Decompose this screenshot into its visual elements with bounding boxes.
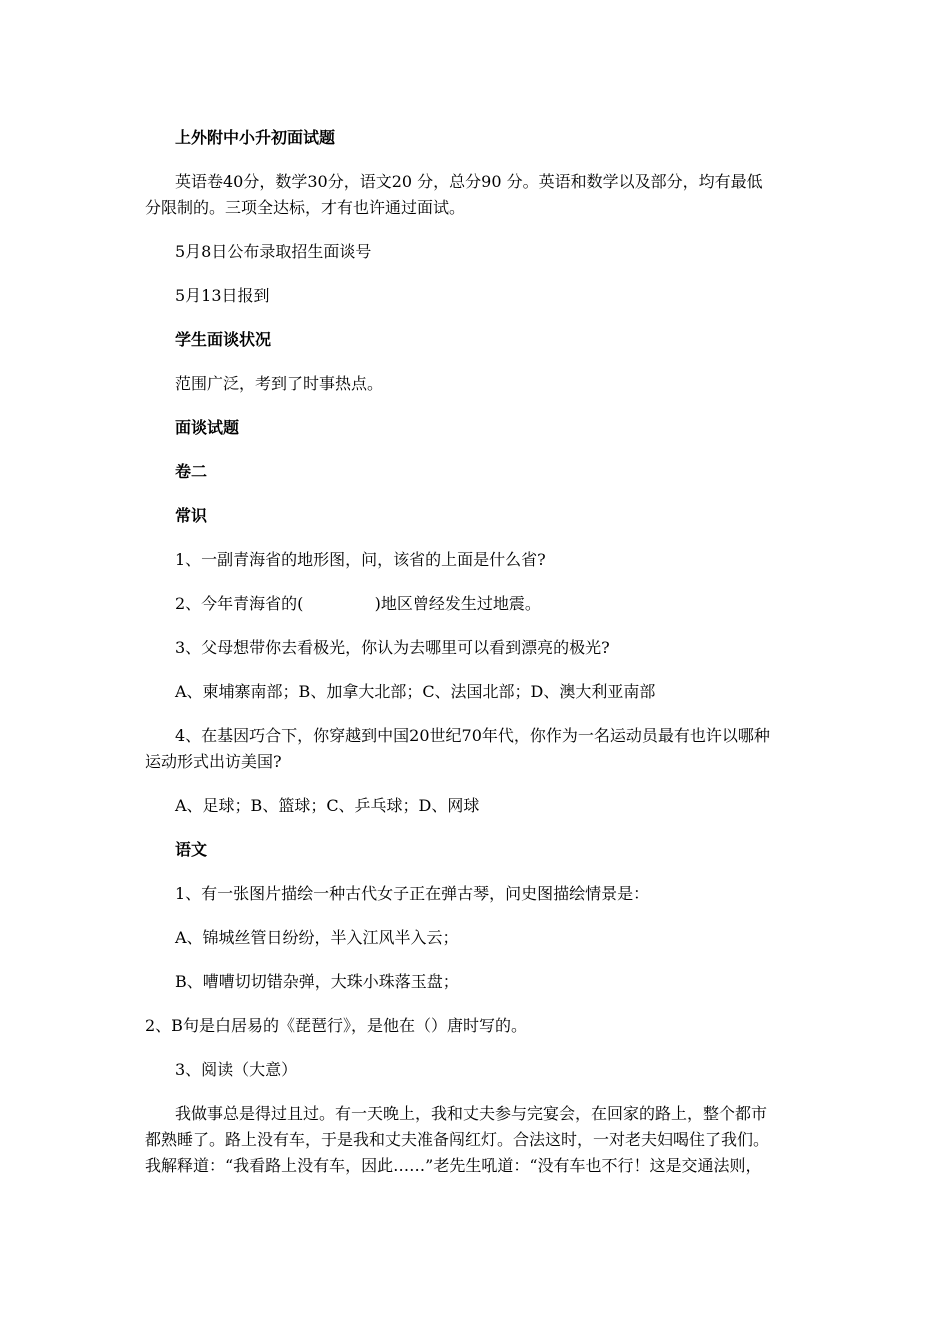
reading-line-1: 我做事总是得过且过。有一天晚上，我和丈夫参与完宴会，在回家的路上，整个都市 — [175, 1104, 768, 1123]
chinese-question-2: 2、B句是白居易的《琵琶行》，是他在（）唐时写的。 — [145, 1016, 527, 1035]
reading-line-3: 我解释道：“我看路上没有车，因此……”老先生吼道：“没有车也不行！这是交通法则， — [145, 1156, 762, 1175]
reading-line-2: 都熟睡了。路上没有车，于是我和丈夫准备闯红灯。合法这时，一对老夫妇喝住了我们。 — [145, 1130, 770, 1149]
chinese-question-1-option-b: B、嘈嘈切切错杂弹，大珠小珠落玉盘； — [175, 972, 459, 991]
question-3-options: A、柬埔寨南部；B、加拿大北部；C、法国北部；D、澳大利亚南部 — [175, 682, 656, 701]
document-title: 上外附中小升初面试题 — [175, 128, 336, 147]
heading-general-knowledge: 常识 — [175, 506, 208, 525]
heading-paper-two: 卷二 — [175, 462, 208, 481]
registration-date: 5月13日报到 — [175, 286, 270, 305]
question-4-options: A、足球；B、篮球；C、乒乓球；D、网球 — [175, 796, 480, 815]
interview-status-text: 范围广泛，考到了时事热点。 — [175, 374, 384, 393]
question-1: 1、一副青海省的地形图，问，该省的上面是什么省? — [175, 550, 546, 569]
intro-line-2: 分限制的。三项全达标，才有也许通过面试。 — [145, 198, 466, 217]
announcement-date: 5月8日公布录取招生面谈号 — [175, 242, 372, 261]
question-4-line-1: 4、在基因巧合下，你穿越到中国20世纪70年代，你作为一名运动员最有也许以哪种 — [175, 726, 770, 745]
question-2: 2、今年青海省的( )地区曾经发生过地震。 — [175, 594, 541, 613]
heading-interview-status: 学生面谈状况 — [175, 330, 272, 349]
chinese-question-1: 1、有一张图片描绘一种古代女子正在弹古琴，问史图描绘情景是： — [175, 884, 650, 903]
question-3: 3、父母想带你去看极光，你认为去哪里可以看到漂亮的极光? — [175, 638, 610, 657]
heading-chinese: 语文 — [175, 840, 208, 859]
intro-line-1: 英语卷40分，数学30分，语文20 分，总分90 分。英语和数学以及部分，均有最低 — [175, 172, 763, 191]
question-4-line-2: 运动形式出访美国? — [145, 752, 282, 771]
chinese-question-1-option-a: A、锦城丝管日纷纷，半入江风半入云； — [175, 928, 459, 947]
chinese-question-3: 3、阅读（大意） — [175, 1060, 298, 1079]
heading-interview-questions: 面谈试题 — [175, 418, 240, 437]
